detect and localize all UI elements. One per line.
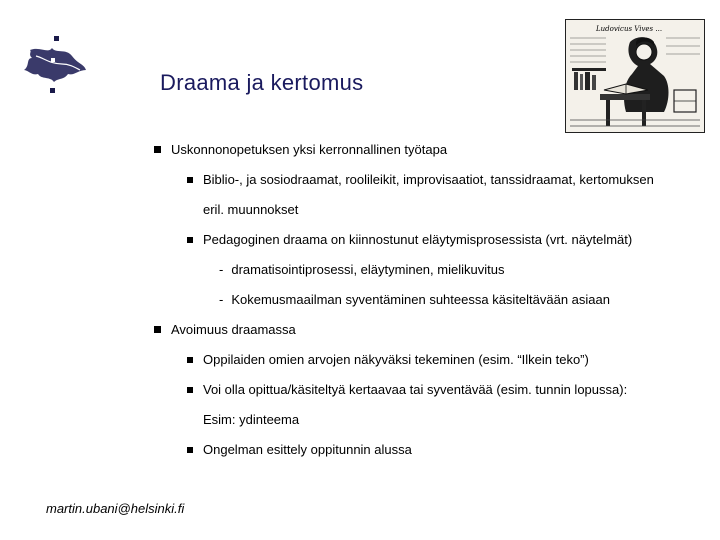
bullet-student-values <box>187 352 589 367</box>
page-title: Draama ja kertomus <box>160 70 364 95</box>
bullet-text: Voi olla opittua/käsiteltyä kertaavaa tai syventävää (esim. tunnin lopussa): <box>203 382 628 397</box>
university-logo-icon <box>22 34 88 96</box>
dash-bullet-icon: - <box>219 262 224 277</box>
bullet-text: Uskonnonopetuksen yksi kerronnallinen työtapa <box>171 142 448 157</box>
square-bullet-icon <box>154 326 161 333</box>
square-bullet-icon <box>187 357 193 363</box>
bullet-review-deepen <box>187 382 627 397</box>
square-bullet-icon <box>154 146 161 153</box>
bullet-continuation: Esim: ydinteema <box>203 412 300 427</box>
sub-bullet-dramatization <box>219 262 504 277</box>
bullet-text: Biblio-, ja sosiodraamat, roolileikit, improvisaatiot, tanssidraamat, kertomuksen <box>203 172 654 187</box>
bullet-text: dramatisointiprosessi, eläytyminen, mielikuvitus <box>231 262 505 277</box>
bullet-text: Kokemusmaailman syventäminen suhteessa käsiteltävään asiaan <box>231 292 610 307</box>
woodcut-caption: Ludovicus Vives ... <box>596 25 663 33</box>
bullet-pedagogical-drama <box>187 232 632 247</box>
woodcut-illustration <box>566 20 704 132</box>
footer-email: martin.ubani@helsinki.fi <box>46 501 185 516</box>
bullet-text: Avoimuus draamassa <box>171 322 296 337</box>
bullet-drama-method <box>154 142 447 157</box>
bullet-openness <box>154 322 296 337</box>
bullet-text: Ongelman esittely oppitunnin alussa <box>203 442 412 457</box>
bullet-continuation: eril. muunnokset <box>203 202 299 217</box>
bullet-problem-intro <box>187 442 412 457</box>
dash-bullet-icon: - <box>219 292 224 307</box>
bullet-text: Oppilaiden omien arvojen näkyväksi tekeminen (esim. “Ilkein teko”) <box>203 352 589 367</box>
bullet-drama-types <box>187 172 654 187</box>
square-bullet-icon <box>187 177 193 183</box>
square-bullet-icon <box>187 387 193 393</box>
bullet-text: Pedagoginen draama on kiinnostunut eläytymisprosessista (vrt. näytelmät) <box>203 232 633 247</box>
sub-bullet-experience <box>219 292 610 307</box>
square-bullet-icon <box>187 447 193 453</box>
scholar-woodcut-image <box>565 19 705 133</box>
square-bullet-icon <box>187 237 193 243</box>
